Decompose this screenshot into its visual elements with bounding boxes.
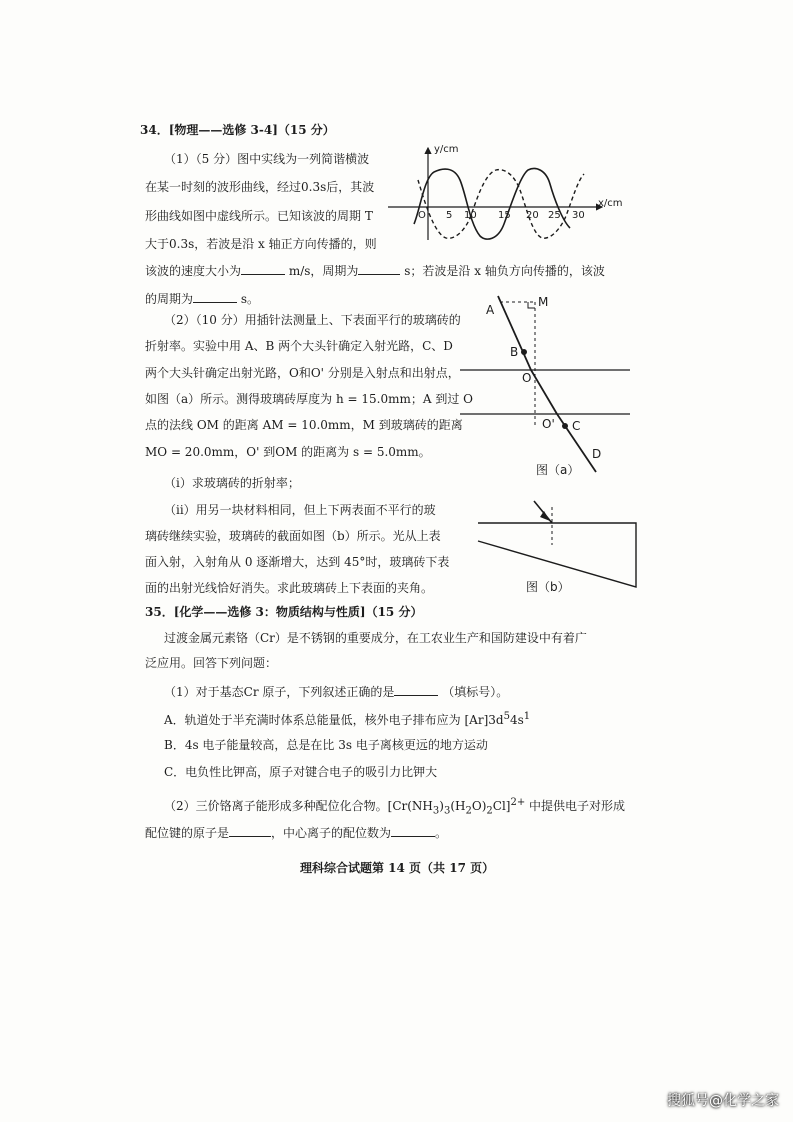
- q35-q2-line1: [164, 795, 625, 819]
- q34-p2-line4: 如图（a）所示。测得玻璃砖厚度为 h = 15.0mm；A 到过 O: [145, 392, 473, 406]
- dashed-wave: [418, 170, 584, 239]
- label-o: O: [522, 371, 532, 385]
- text: (H: [450, 799, 466, 813]
- sup: 2+: [510, 797, 526, 808]
- q34-p2-line5: 点的法线 OM 的距离 AM = 10.0mm，M 到玻璃砖的距离: [145, 418, 463, 432]
- label-c: C: [572, 419, 581, 433]
- sub: 2: [486, 805, 493, 817]
- answer-blank[interactable]: [241, 262, 285, 275]
- x-tick-label: 10: [464, 210, 477, 221]
- x-tick-label: 5: [446, 210, 453, 221]
- wave-graph: [380, 140, 630, 250]
- right-angle-mark: [528, 302, 535, 308]
- q35-q2-line2: [145, 824, 447, 841]
- q34-p1-line5: [145, 262, 605, 279]
- text: s。: [240, 292, 260, 306]
- q35-intro-line2: 泛应用。回答下列问题：: [145, 656, 278, 670]
- sup: 5: [503, 711, 510, 722]
- figure-a-caption: 图（a）: [536, 463, 580, 477]
- text: Cl]: [492, 799, 511, 813]
- q34-p2-line2: 折射率。实验中用 A、B 两个大头针确定入射光路，C、D: [145, 339, 453, 353]
- solid-wave: [414, 169, 570, 240]
- incident-ray: [534, 501, 552, 523]
- text: （1）对于基态Cr 原子，下列叙述正确的是: [164, 685, 395, 699]
- watermark: 搜狐号@化学之家: [667, 1093, 779, 1109]
- origin-label: O: [418, 210, 426, 221]
- text: （填标号）。: [442, 685, 509, 699]
- x-tick-label: 20: [526, 210, 539, 221]
- x-tick-label: 15: [498, 210, 511, 221]
- sub: 3: [432, 805, 440, 817]
- q35-option-a: [164, 709, 530, 728]
- answer-blank[interactable]: [229, 824, 271, 837]
- text: 。: [435, 826, 448, 840]
- answer-blank[interactable]: [358, 262, 400, 275]
- q34-p2-line1: （2）（10 分）用插针法测量上、下表面平行的玻璃砖的: [164, 313, 461, 327]
- q34-p2-sub2-line3: 面入射，入射角从 0 逐渐增大，达到 45°时，玻璃砖下表: [145, 555, 450, 569]
- page-footer: 理科综合试题第 14 页（共 17 页）: [300, 861, 495, 875]
- q34-p1-line4: 大于0.3s，若波是沿 x 轴正方向传播的，则: [145, 237, 377, 251]
- y-axis-label: y/cm: [434, 144, 459, 155]
- incident-arrow: [540, 511, 550, 521]
- text: 中提供电子对形成: [525, 799, 626, 813]
- label-o-prime: O': [542, 417, 555, 431]
- x-tick-label: 30: [572, 210, 585, 221]
- answer-blank[interactable]: [391, 824, 435, 837]
- text: 的周期为: [145, 292, 194, 306]
- q35-intro-line1: 过渡金属元素铬（Cr）是不锈钢的重要成分，在工农业生产和国防建设中有着广: [164, 631, 587, 645]
- q34-header: 34．[物理——选修 3-4]（15 分）: [140, 123, 335, 137]
- q34-p2-sub1: （i）求玻璃砖的折射率；: [164, 476, 300, 490]
- figure-b: [470, 495, 650, 605]
- x-tick-label: 25: [548, 210, 561, 221]
- text: 配位键的原子是: [145, 826, 230, 840]
- text: A．轨道处于半充满时体系总能量低，核外电子排布应为 [Ar]3d: [164, 713, 504, 727]
- answer-blank[interactable]: [394, 683, 438, 696]
- label-d: D: [592, 447, 602, 461]
- text: s；若波是沿 x 轴负方向传播的，该波: [404, 264, 605, 278]
- q34-p2-sub2-line1: （ii）用另一块材料相同，但上下两表面不平行的玻: [164, 503, 436, 517]
- figure-b-caption: 图（b）: [526, 580, 570, 594]
- q34-p1-line6: [145, 290, 259, 307]
- q34-p2-sub2-line2: 璃砖继续实验，玻璃砖的截面如图（b）所示。光从上表: [145, 529, 441, 543]
- answer-blank[interactable]: [193, 290, 237, 303]
- q35-q1: [164, 683, 508, 700]
- text: 4s: [509, 713, 524, 727]
- label-a: A: [486, 303, 495, 317]
- text: ，中心离子的配位数为: [271, 826, 392, 840]
- sup: 1: [523, 711, 531, 722]
- q34-p1-line1: （1）（5 分）图中实线为一列简谐横波: [164, 152, 370, 166]
- q35-option-b: B．4s 电子能量较高，总是在比 3s 电子离核更远的地方运动: [164, 738, 488, 752]
- q34-p1-line2: 在某一时刻的波形曲线，经过0.3s后，其波: [145, 180, 375, 194]
- q34-p1-line3: 形曲线如图中虚线所示。已知该波的周期 T: [145, 209, 373, 223]
- q34-p2-sub2-line4: 面的出射光线恰好消失。求此玻璃砖上下表面的夹角。: [145, 581, 434, 595]
- text: 该波的速度大小为: [145, 264, 242, 278]
- pin-b: [521, 349, 527, 355]
- q35-option-c: C．电负性比钾高，原子对键合电子的吸引力比钾大: [164, 765, 438, 779]
- text: m/s，周期为: [288, 264, 359, 278]
- text: （2）三价铬离子能形成多种配位化合物。[Cr(NH: [164, 799, 433, 813]
- q34-p2-line6: MO = 20.0mm，O' 到OM 的距离为 s = 5.0mm。: [145, 445, 431, 459]
- text: O): [471, 799, 487, 813]
- figure-a: [460, 288, 660, 484]
- glass-prism: [478, 523, 636, 587]
- q35-header: 35．[化学——选修 3：物质结构与性质]（15 分）: [145, 605, 423, 619]
- x-axis-label: x/cm: [598, 198, 623, 209]
- label-m: M: [538, 295, 549, 309]
- text: ): [439, 799, 444, 813]
- q34-p2-line3: 两个大头针确定出射光路，O和O' 分别是入射点和出射点，: [145, 366, 460, 380]
- sub: 2: [465, 805, 472, 817]
- pin-c: [562, 423, 568, 429]
- label-b: B: [510, 345, 519, 359]
- sub: 3: [443, 805, 451, 817]
